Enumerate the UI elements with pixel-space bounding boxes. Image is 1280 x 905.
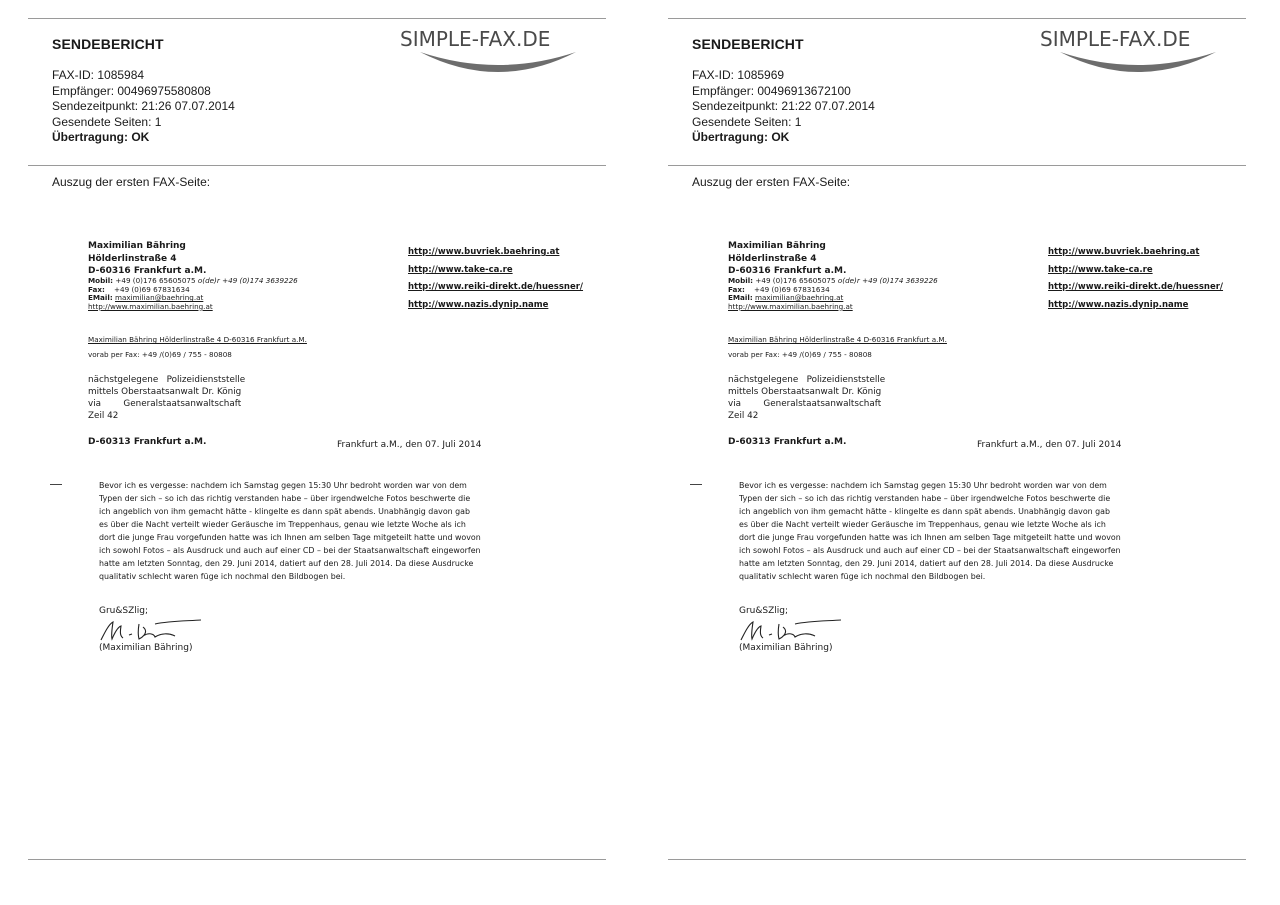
body-line: hatte am letzten Sonntag, den 29. Juni 2014, datiert auf den 28. Juli 2014. Da diese Ausdrucke: [99, 559, 474, 568]
simple-fax-logo: [398, 26, 598, 78]
sender-city: D-60316 Frankfurt a.M.: [88, 266, 207, 276]
recipient-city: D-60313 Frankfurt a.M.: [88, 437, 207, 447]
greeting: Gru&SZlig;: [99, 606, 149, 616]
recipient-line: via Generalstaatsanwaltschaft: [728, 399, 882, 409]
fold-mark: [50, 484, 62, 485]
mobil-value: +49 (0)176 65605075: [115, 276, 196, 285]
body-line: ich sowohl Fotos – als Ausdruck und auch auf einer CD – bei der Staatsanwaltschaft eingeworfen: [99, 546, 481, 555]
recipient-line: nächstgelegene Polizeidienststelle: [728, 375, 886, 385]
signature-name: (Maximilian Bähring): [739, 643, 833, 653]
pages-sent: Gesendete Seiten: 1: [692, 114, 802, 129]
top-divider: [28, 18, 606, 19]
recipient-number: Empfänger: 00496975580808: [52, 83, 211, 98]
middle-divider: [28, 165, 606, 166]
link-nazis-dynip[interactable]: http://www.nazis.dynip.name: [1048, 299, 1189, 310]
email-label: EMail:: [728, 293, 753, 303]
logo-swoosh: [1060, 52, 1216, 72]
simple-fax-logo: [1038, 26, 1238, 78]
bottom-divider: [28, 859, 606, 860]
vorab-fax: vorab per Fax: +49 /(0)69 / 755 - 80808: [728, 350, 872, 359]
link-reiki[interactable]: http://www.reiki-direkt.de/huessner/: [1048, 282, 1224, 292]
fax-report-right: [668, 0, 1248, 905]
middle-divider: [668, 165, 1246, 166]
recipient-line: mittels Oberstaatsanwalt Dr. König: [88, 387, 242, 397]
body-line: Typen der sich – so ich das richtig verstanden habe – über irgendwelche Fotos beschwerte die: [99, 494, 471, 503]
sender-street: Hölderlinstraße 4: [88, 253, 177, 264]
report-meta: [692, 68, 875, 146]
fax-id: FAX-ID: 1085969: [692, 68, 785, 82]
body-line: Bevor ich es vergesse: nachdem ich Samstag gegen 15:30 Uhr bedroht worden war von dem: [739, 481, 1107, 490]
homepage-link[interactable]: http://www.maximilian.baehring.at: [88, 301, 213, 311]
body-line: Typen der sich – so ich das richtig verstanden habe – über irgendwelche Fotos beschwerte die: [739, 494, 1111, 503]
mobil-label: Mobil:: [88, 276, 114, 285]
letter-date: Frankfurt a.M., den 07. Juli 2014: [977, 440, 1122, 450]
body-line: ich angeblich von ihm gemacht hätte - klingelte es dann spät abends. Unabhängig davon gab: [739, 507, 1111, 516]
sender-name: Maximilian Bähring: [728, 241, 826, 251]
body-line: dort die junge Frau vorgefunden hatte was ich Ihnen am selben Tage mitgeteilt hatte und wovon: [739, 533, 1121, 542]
fax-page-excerpt: [88, 240, 588, 660]
link-nazis-dynip[interactable]: http://www.nazis.dynip.name: [408, 299, 549, 310]
mobil-value: +49 (0)176 65605075: [755, 276, 836, 285]
body-line: Bevor ich es vergesse: nachdem ich Samstag gegen 15:30 Uhr bedroht worden war von dem: [99, 481, 467, 490]
contact-block: [88, 277, 298, 311]
recipient-line: via Generalstaatsanwaltschaft: [88, 399, 242, 409]
email-label: EMail:: [88, 293, 113, 303]
link-buvriek[interactable]: http://www.buvriek.baehring.at: [1048, 247, 1200, 257]
pages-sent: Gesendete Seiten: 1: [52, 114, 162, 129]
send-time: Sendezeitpunkt: 21:26 07.07.2014: [52, 99, 235, 113]
recipient-line: Zeil 42: [728, 411, 759, 421]
sender-street: Hölderlinstraße 4: [728, 253, 817, 264]
report-title: SENDEBERICHT: [52, 36, 164, 52]
body-line: ich sowohl Fotos – als Ausdruck und auch auf einer CD – bei der Staatsanwaltschaft eingeworfen: [739, 546, 1121, 555]
body-line: es über die Nacht verteilt wieder Geräusche im Treppenhaus, genau wie letzte Woche als ich: [739, 520, 1106, 529]
transmission-status: Übertragung: OK: [52, 130, 150, 144]
body-line: es über die Nacht verteilt wieder Geräusche im Treppenhaus, genau wie letzte Woche als ich: [99, 520, 466, 529]
fax-value: +49 (0)69 67831634: [114, 284, 190, 294]
signature: [739, 618, 843, 644]
return-address: Maximilian Bähring Hölderlinstraße 4 D-60316 Frankfurt a.M.: [88, 335, 307, 344]
email-link[interactable]: maximilian@baehring.at: [755, 293, 844, 303]
vorab-fax: vorab per Fax: +49 /(0)69 / 755 - 80808: [88, 350, 232, 359]
letter-body: [739, 479, 1121, 583]
letter-date: Frankfurt a.M., den 07. Juli 2014: [337, 440, 482, 450]
homepage-link[interactable]: http://www.maximilian.baehring.at: [728, 301, 853, 311]
report-title: SENDEBERICHT: [692, 36, 804, 52]
fax-page-excerpt: [728, 240, 1228, 660]
sender-city: D-60316 Frankfurt a.M.: [728, 266, 847, 276]
link-buvriek[interactable]: http://www.buvriek.baehring.at: [408, 247, 560, 257]
mobil-label: Mobil:: [728, 276, 754, 285]
link-reiki[interactable]: http://www.reiki-direkt.de/huessner/: [408, 282, 584, 292]
excerpt-label: Auszug der ersten FAX-Seite:: [52, 175, 211, 189]
fold-mark: [690, 484, 702, 485]
mobil-alt: o(de)r +49 (0)174 3639226: [837, 276, 938, 285]
sender-block: [728, 240, 846, 278]
signature-name: (Maximilian Bähring): [99, 643, 193, 653]
fax-label: Fax:: [88, 284, 105, 294]
link-take-care[interactable]: http://www.take-ca.re: [1048, 264, 1153, 275]
body-line: dort die junge Frau vorgefunden hatte was ich Ihnen am selben Tage mitgeteilt hatte und wovon: [99, 533, 481, 542]
sender-block: [88, 240, 206, 278]
bottom-divider: [668, 859, 1246, 860]
top-divider: [668, 18, 1246, 19]
contact-block: [728, 277, 938, 311]
excerpt-label: Auszug der ersten FAX-Seite:: [692, 175, 851, 189]
logo-text: SIMPLE-FAX.DE: [400, 27, 551, 51]
body-line: hatte am letzten Sonntag, den 29. Juni 2014, datiert auf den 28. Juli 2014. Da diese Ausdrucke: [739, 559, 1114, 568]
recipient-city: D-60313 Frankfurt a.M.: [728, 437, 847, 447]
greeting: Gru&SZlig;: [739, 606, 789, 616]
fax-label: Fax:: [728, 284, 745, 294]
report-meta: [52, 68, 235, 146]
recipient-line: Zeil 42: [88, 411, 119, 421]
body-line: qualitativ schlecht waren füge ich nochmal den Bildbogen bei.: [99, 572, 346, 581]
letter-body: [99, 479, 481, 583]
transmission-status: Übertragung: OK: [692, 130, 790, 144]
fax-value: +49 (0)69 67831634: [754, 284, 830, 294]
signature: [99, 618, 203, 644]
link-take-care[interactable]: http://www.take-ca.re: [408, 264, 513, 275]
recipient-number: Empfänger: 00496913672100: [692, 83, 851, 98]
body-line: qualitativ schlecht waren füge ich nochmal den Bildbogen bei.: [739, 572, 986, 581]
email-link[interactable]: maximilian@baehring.at: [115, 293, 204, 303]
mobil-alt: o(de)r +49 (0)174 3639226: [197, 276, 298, 285]
send-time: Sendezeitpunkt: 21:22 07.07.2014: [692, 99, 875, 113]
link-list: [408, 244, 583, 314]
sender-name: Maximilian Bähring: [88, 241, 186, 251]
recipient-block: [88, 374, 245, 422]
fax-id: FAX-ID: 1085984: [52, 68, 145, 82]
return-address: Maximilian Bähring Hölderlinstraße 4 D-60316 Frankfurt a.M.: [728, 335, 947, 344]
recipient-block: [728, 374, 885, 422]
logo-text: SIMPLE-FAX.DE: [1040, 27, 1191, 51]
logo-swoosh: [420, 52, 576, 72]
fax-report-left: [28, 0, 608, 905]
link-list: [1048, 244, 1223, 314]
recipient-line: mittels Oberstaatsanwalt Dr. König: [728, 387, 882, 397]
recipient-line: nächstgelegene Polizeidienststelle: [88, 375, 246, 385]
body-line: ich angeblich von ihm gemacht hätte - klingelte es dann spät abends. Unabhängig davon gab: [99, 507, 471, 516]
